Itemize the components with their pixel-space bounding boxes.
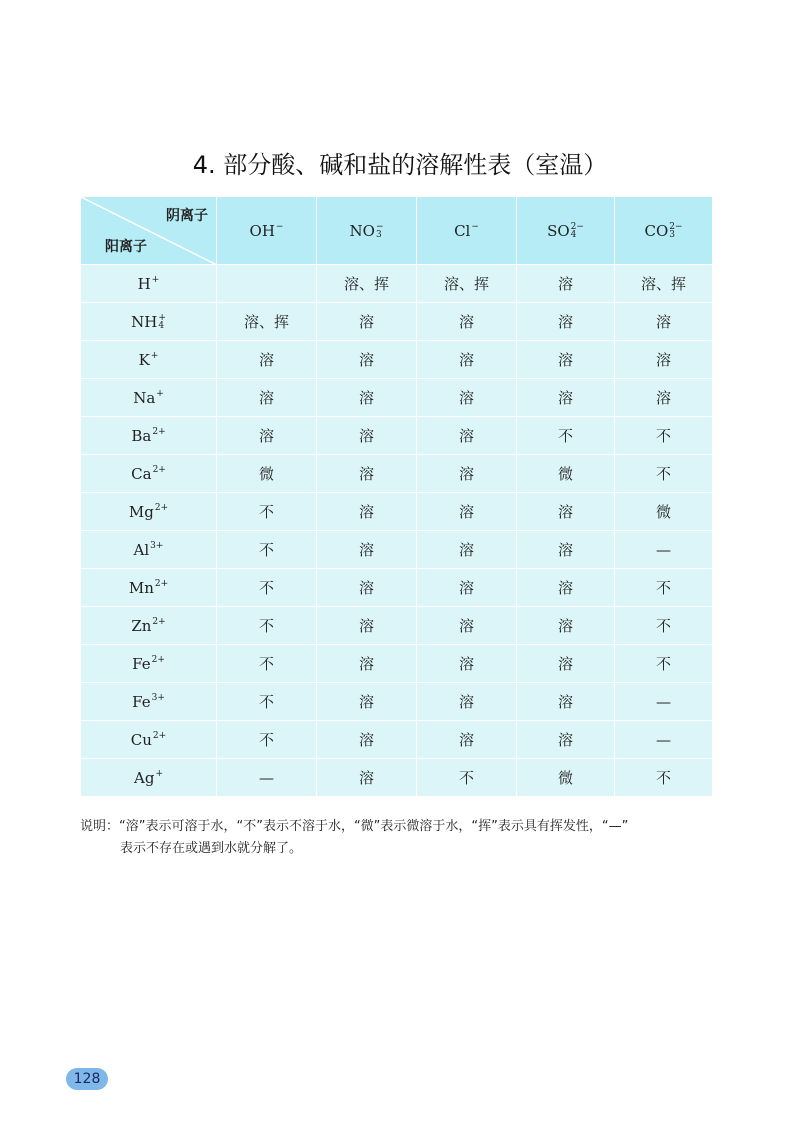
solubility-cell: 溶、挥: [217, 303, 317, 341]
solubility-cell: 溶: [517, 569, 615, 607]
note: [80, 816, 730, 860]
solubility-cell: 不: [615, 455, 713, 493]
solubility-cell: 溶: [517, 645, 615, 683]
solubility-cell: 溶: [517, 493, 615, 531]
table-row: [81, 569, 713, 607]
cation-formula: H+: [137, 274, 160, 293]
solubility-cell: 不: [217, 683, 317, 721]
solubility-cell: —: [615, 531, 713, 569]
anion-header-cell: [217, 197, 317, 265]
solubility-cell: 不: [217, 531, 317, 569]
table-row: [81, 265, 713, 303]
solubility-cell: 不: [615, 569, 713, 607]
solubility-cell: —: [615, 683, 713, 721]
solubility-cell: [217, 265, 317, 303]
solubility-cell: 溶、挥: [615, 265, 713, 303]
cation-formula: Na+: [133, 388, 164, 407]
cation-formula: $Al^{3+}$: [133, 540, 164, 559]
cation-cell: [81, 721, 217, 759]
solubility-cell: —: [615, 721, 713, 759]
cation-axis-label: 阳离子: [105, 239, 147, 255]
cation-cell: [81, 645, 217, 683]
corner-header-cell: [81, 197, 217, 265]
solubility-cell: 微: [615, 493, 713, 531]
anion-formula: SO 2− 4: [547, 221, 584, 240]
solubility-cell: 溶: [317, 531, 417, 569]
solubility-cell: 溶: [417, 341, 517, 379]
note-line-2: 表示不存在或遇到水就分解了。: [120, 841, 303, 856]
cation-cell: [81, 303, 217, 341]
solubility-cell: 溶: [317, 493, 417, 531]
solubility-cell: 溶: [317, 607, 417, 645]
cation-cell: [81, 683, 217, 721]
anion-header-cell: [615, 197, 713, 265]
cation-cell: [81, 455, 217, 493]
table-row: [81, 645, 713, 683]
cation-cell: [81, 759, 217, 797]
solubility-cell: 溶: [317, 759, 417, 797]
solubility-cell: 溶: [417, 569, 517, 607]
table-body: [81, 265, 713, 797]
solubility-cell: 溶: [417, 645, 517, 683]
cation-cell: [81, 493, 217, 531]
table-header-row: [81, 197, 713, 265]
solubility-cell: 溶: [217, 417, 317, 455]
cation-formula: $Fe^{3+}$: [132, 692, 165, 711]
anion-formula: OH−: [249, 221, 284, 240]
solubility-cell: 溶: [517, 341, 615, 379]
solubility-cell: 溶: [517, 683, 615, 721]
solubility-cell: 溶: [317, 303, 417, 341]
table-row: [81, 341, 713, 379]
solubility-cell: 溶、挥: [317, 265, 417, 303]
cation-cell: [81, 531, 217, 569]
solubility-cell: 溶: [417, 455, 517, 493]
solubility-table: [80, 196, 713, 797]
note-line-1: 说明：“溶”表示可溶于水，“不”表示不溶于水，“微”表示微溶于水，“挥”表示具有挥发性，“—”: [80, 819, 629, 834]
cation-cell: [81, 569, 217, 607]
anion-formula: Cl−: [454, 221, 479, 240]
cation-formula: $Fe^{2+}$: [132, 654, 165, 673]
solubility-cell: 溶: [517, 303, 615, 341]
cation-formula: NH + 4: [131, 312, 166, 331]
solubility-cell: 不: [615, 759, 713, 797]
solubility-cell: 溶: [317, 721, 417, 759]
cation-formula: K+: [138, 350, 159, 369]
solubility-cell: 不: [217, 645, 317, 683]
cation-cell: [81, 379, 217, 417]
anion-header-cell: [417, 197, 517, 265]
solubility-cell: 溶: [317, 341, 417, 379]
solubility-cell: 溶: [417, 721, 517, 759]
solubility-cell: 不: [217, 493, 317, 531]
solubility-cell: 微: [517, 759, 615, 797]
table-row: [81, 417, 713, 455]
solubility-cell: 溶: [417, 379, 517, 417]
solubility-cell: 溶: [417, 531, 517, 569]
solubility-cell: 溶: [417, 303, 517, 341]
anion-formula: CO 2− 3: [644, 221, 683, 240]
solubility-cell: 溶: [317, 417, 417, 455]
anion-header-cell: [317, 197, 417, 265]
table-row: [81, 607, 713, 645]
solubility-cell: 溶: [317, 683, 417, 721]
solubility-cell: 溶: [217, 341, 317, 379]
solubility-cell: 不: [217, 569, 317, 607]
solubility-cell: 不: [217, 607, 317, 645]
solubility-cell: 溶: [517, 531, 615, 569]
solubility-cell: 不: [615, 607, 713, 645]
solubility-cell: 溶: [317, 645, 417, 683]
cation-formula: $Ca^{2+}$: [131, 464, 166, 483]
cation-formula: $Ba^{2+}$: [131, 426, 166, 445]
page-number: 128: [66, 1068, 108, 1090]
solubility-cell: 微: [517, 455, 615, 493]
table-row: [81, 683, 713, 721]
anion-axis-label: 阴离子: [166, 208, 208, 224]
cation-cell: [81, 417, 217, 455]
table-row: [81, 721, 713, 759]
page-title: 4. 部分酸、碱和盐的溶解性表（室温）: [192, 151, 608, 179]
solubility-cell: 溶、挥: [417, 265, 517, 303]
cation-cell: [81, 265, 217, 303]
solubility-cell: 不: [615, 645, 713, 683]
solubility-cell: 溶: [417, 607, 517, 645]
anion-formula: NO − 3: [349, 221, 384, 240]
solubility-cell: 溶: [217, 379, 317, 417]
solubility-cell: 微: [217, 455, 317, 493]
solubility-cell: 溶: [417, 417, 517, 455]
cation-formula: $Mn^{2+}$: [128, 578, 169, 597]
solubility-cell: 溶: [317, 379, 417, 417]
solubility-cell: 溶: [517, 721, 615, 759]
solubility-cell: 不: [517, 417, 615, 455]
table-row: [81, 759, 713, 797]
solubility-cell: 溶: [517, 265, 615, 303]
cation-formula: Ag+: [134, 768, 163, 787]
solubility-cell: 溶: [615, 303, 713, 341]
solubility-cell: 溶: [317, 569, 417, 607]
table-row: [81, 493, 713, 531]
solubility-cell: 溶: [417, 493, 517, 531]
solubility-cell: 溶: [615, 379, 713, 417]
cation-cell: [81, 341, 217, 379]
table-row: [81, 531, 713, 569]
table-row: [81, 303, 713, 341]
cation-formula: $Mg^{2+}$: [128, 502, 169, 521]
solubility-cell: —: [217, 759, 317, 797]
cation-formula: $Zn^{2+}$: [131, 616, 166, 635]
solubility-cell: 溶: [517, 607, 615, 645]
table-row: [81, 379, 713, 417]
anion-header-cell: [517, 197, 615, 265]
table-row: [81, 455, 713, 493]
solubility-cell: 溶: [317, 455, 417, 493]
solubility-cell: 溶: [417, 683, 517, 721]
solubility-cell: 溶: [517, 379, 615, 417]
solubility-cell: 溶: [615, 341, 713, 379]
cation-cell: [81, 607, 217, 645]
solubility-cell: 不: [615, 417, 713, 455]
solubility-cell: 不: [217, 721, 317, 759]
cation-formula: $Cu^{2+}$: [130, 730, 167, 749]
solubility-cell: 不: [417, 759, 517, 797]
